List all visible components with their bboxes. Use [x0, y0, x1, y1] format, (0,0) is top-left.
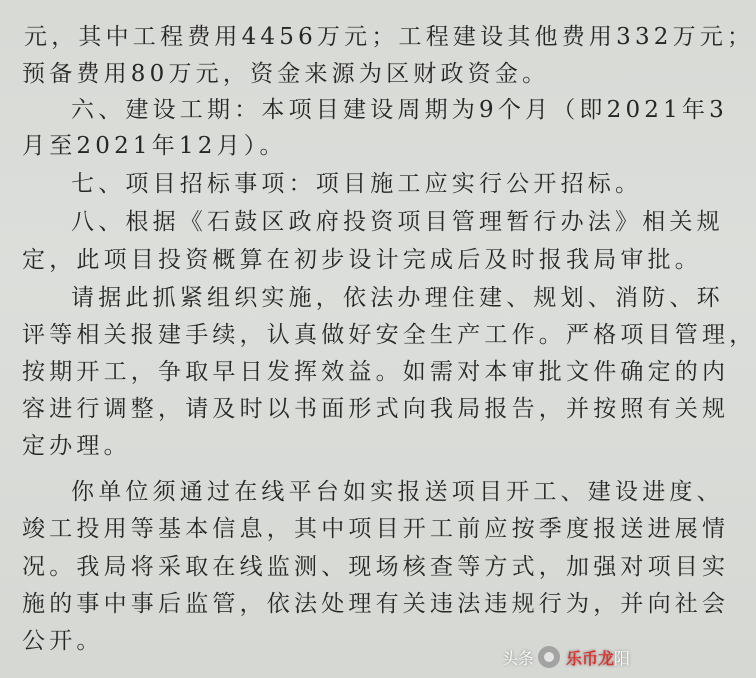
text-line: 定办理。 [22, 433, 131, 459]
text-line: 请据此抓紧组织实施，依法办理住建、规划、消防、环 [71, 285, 724, 311]
text-line: 月至2021年12月）。 [22, 133, 287, 159]
text-line: 元，其中工程费用4456万元；工程建设其他费用332万元； [24, 24, 755, 50]
text-line: 况。我局将采取在线监测、现场核查等方式，加强对项目实 [22, 554, 730, 580]
avatar-icon [538, 646, 560, 668]
text-line: 你单位须通过在线平台如实报送项目开工、建设进度、 [71, 479, 724, 505]
text-line: 八、根据《石鼓区政府投资项目管理暂行办法》相关规 [71, 209, 724, 235]
text-line: 六、建设工期：本项目建设周期为9个月（即2021年3 [71, 97, 728, 123]
text-line: 容进行调整，请及时以书面形式向我局报告，并按照有关规 [22, 396, 730, 422]
text-line: 公开。 [22, 628, 104, 654]
text-line: 定，此项目投资概算在初步设计完成后及时报我局审批。 [22, 247, 702, 273]
text-line: 预备费用80万元，资金来源为区财政资金。 [22, 61, 550, 87]
text-line: 评等相关报建手续，认真做好安全生产工作。严格项目管理， [22, 322, 756, 348]
text-line: 竣工投用等基本信息，其中项目开工前应按季度报送进展情 [22, 516, 730, 542]
text-line: 七、项目招标事项：项目施工应实行公开招标。 [71, 171, 643, 197]
text-line: 按期开工，争取早日发挥效益。如需对本审批文件确定的内 [22, 359, 730, 385]
watermark-prefix: 头条 [501, 648, 534, 668]
text-line: 施的事中事后监管，依法处理有关违法违规行为，并向社会 [22, 591, 730, 617]
watermark-name: 乐币龙 [565, 648, 614, 668]
watermark [502, 642, 630, 672]
watermark-suffix: 阳 [613, 648, 630, 668]
